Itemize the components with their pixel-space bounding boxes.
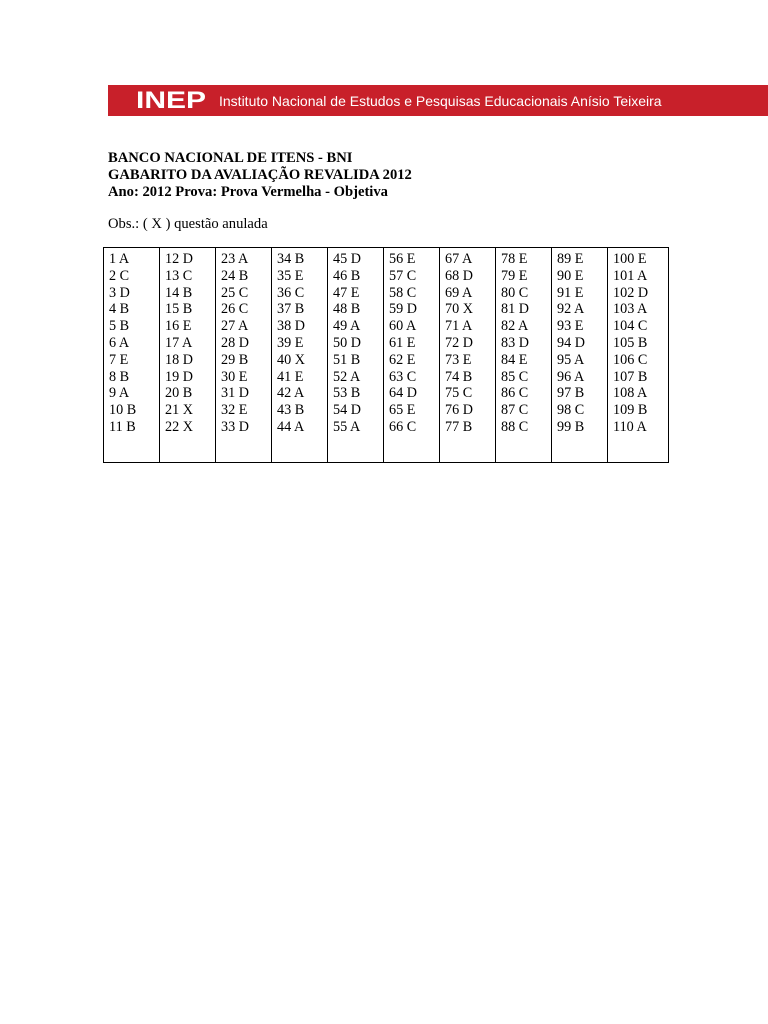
annulled-note: Obs.: ( X ) questão anulada (108, 216, 268, 232)
answer-entry: 1 A (109, 251, 130, 267)
header-line-1: BANCO NACIONAL DE ITENS - BNI (108, 150, 353, 166)
answer-entry: 39 E (277, 334, 304, 351)
answer-entry: 74 B (445, 368, 473, 385)
answer-entry: 75 C (445, 385, 473, 402)
answer-entry: 54 D (333, 402, 361, 419)
answer-entry: 65 E (389, 402, 416, 419)
answer-entry: 53 B (333, 385, 361, 402)
answer-entry: 28 D (221, 334, 249, 351)
answer-column-10 (608, 248, 669, 463)
answer-entry: 49 A (333, 318, 361, 335)
answer-entry: 46 B (333, 267, 361, 284)
answer-entry: 30 E (221, 368, 248, 385)
answer-entry: 104 C (613, 318, 648, 335)
answer-key-row (104, 248, 669, 463)
answer-entry: 52 A (333, 368, 361, 385)
answer-entry: 87 C (501, 402, 529, 419)
answer-entry: 35 E (277, 267, 304, 284)
organization-name: Instituto Nacional de Estudos e Pesquisas Educacionais Anísio Teixeira (219, 92, 662, 109)
answer-entry: 2 C (109, 267, 130, 284)
answer-entry: 34 B (277, 251, 305, 267)
answer-entry: 101 A (613, 267, 648, 284)
answer-entry: 69 A (445, 284, 473, 301)
answer-entry: 25 C (221, 284, 249, 301)
answer-entry: 47 E (333, 284, 360, 301)
answer-entry: 90 E (557, 267, 584, 284)
answer-column-8 (496, 248, 552, 463)
answer-entry: 41 E (277, 368, 304, 385)
answer-entry: 64 D (389, 385, 417, 402)
answer-entry: 5 B (109, 318, 130, 335)
answer-entry: 36 C (277, 284, 305, 301)
answer-entry: 50 D (333, 334, 361, 351)
answer-entry: 56 E (389, 251, 416, 267)
answer-column-5 (328, 248, 384, 463)
answer-entry: 3 D (109, 284, 130, 301)
answer-entry: 31 D (221, 385, 249, 402)
answer-column-6 (384, 248, 440, 463)
answer-entry: 80 C (501, 284, 529, 301)
answer-entry: 32 E (221, 402, 248, 419)
answer-entry: 22 X (165, 418, 193, 435)
answer-entry: 16 E (165, 318, 192, 335)
answer-entry: 29 B (221, 351, 249, 368)
answer-column-1 (104, 248, 160, 463)
answer-entry: 7 E (109, 351, 129, 368)
answer-entry: 61 E (389, 334, 416, 351)
answer-entry: 14 B (165, 284, 193, 301)
answer-entry: 37 B (277, 301, 305, 318)
answer-entry: 99 B (557, 418, 585, 435)
answer-entry: 19 D (165, 368, 193, 385)
answer-entry: 97 B (557, 385, 585, 402)
answer-entry: 85 C (501, 368, 529, 385)
answer-entry: 96 A (557, 368, 585, 385)
header-line-3: Ano: 2012 Prova: Prova Vermelha - Objetiva (108, 184, 388, 200)
answer-entry: 24 B (221, 267, 249, 284)
document-header (108, 150, 412, 201)
answer-entry: 66 C (389, 418, 417, 435)
answer-entry: 20 B (165, 385, 193, 402)
answer-entry: 83 D (501, 334, 529, 351)
answer-entry: 27 A (221, 318, 249, 335)
answer-entry: 106 C (613, 351, 648, 368)
answer-entry: 8 B (109, 368, 130, 385)
answer-entry: 45 D (333, 251, 361, 267)
answer-entry: 109 B (613, 402, 648, 419)
answer-entry: 60 A (389, 318, 417, 335)
answer-entry: 92 A (557, 301, 585, 318)
answer-entry: 108 A (613, 385, 648, 402)
header-line-2: GABARITO DA AVALIAÇÃO REVALIDA 2012 (108, 167, 412, 183)
answer-entry: 13 C (165, 267, 193, 284)
answer-column-4 (272, 248, 328, 463)
answer-entry: 76 D (445, 402, 473, 419)
answer-entry: 78 E (501, 251, 528, 267)
answer-entry: 91 E (557, 284, 584, 301)
answer-entry: 89 E (557, 251, 584, 267)
answer-entry: 10 B (109, 402, 137, 419)
answer-entry: 51 B (333, 351, 361, 368)
answer-entry: 63 C (389, 368, 417, 385)
answer-entry: 81 D (501, 301, 529, 318)
answer-entry: 71 A (445, 318, 473, 335)
answer-column-7 (440, 248, 496, 463)
answer-entry: 38 D (277, 318, 305, 335)
answer-entry: 110 A (613, 418, 647, 435)
answer-entry: 77 B (445, 418, 473, 435)
answer-entry: 79 E (501, 267, 528, 284)
answer-entry: 21 X (165, 402, 193, 419)
answer-entry: 6 A (109, 334, 130, 351)
answer-entry: 62 E (389, 351, 416, 368)
answer-entry: 26 C (221, 301, 249, 318)
answer-entry: 23 A (221, 251, 249, 267)
answer-key-table (103, 247, 669, 463)
answer-entry: 42 A (277, 385, 305, 402)
answer-entry: 84 E (501, 351, 528, 368)
answer-entry: 95 A (557, 351, 585, 368)
answer-entry: 33 D (221, 418, 249, 435)
answer-column-9 (552, 248, 608, 463)
answer-entry: 40 X (277, 351, 305, 368)
answer-entry: 44 A (277, 418, 305, 435)
answer-entry: 9 A (109, 385, 130, 402)
answer-column-3 (216, 248, 272, 463)
inep-banner (108, 85, 768, 116)
answer-entry: 17 A (165, 334, 193, 351)
answer-entry: 82 A (501, 318, 529, 335)
answer-entry: 4 B (109, 301, 130, 318)
answer-entry: 86 C (501, 385, 529, 402)
answer-entry: 11 B (109, 418, 136, 435)
answer-entry: 70 X (445, 301, 473, 318)
answer-entry: 58 C (389, 284, 417, 301)
answer-entry: 93 E (557, 318, 584, 335)
answer-entry: 59 D (389, 301, 417, 318)
answer-column-2 (160, 248, 216, 463)
answer-entry: 102 D (613, 284, 649, 301)
answer-entry: 43 B (277, 402, 305, 419)
answer-entry: 72 D (445, 334, 473, 351)
answer-entry: 73 E (445, 351, 472, 368)
answer-entry: 100 E (613, 251, 647, 267)
answer-entry: 103 A (613, 301, 648, 318)
inep-logo: INEP (136, 86, 207, 114)
answer-entry: 88 C (501, 418, 529, 435)
answer-entry: 12 D (165, 251, 193, 267)
answer-entry: 67 A (445, 251, 473, 267)
answer-entry: 105 B (613, 334, 648, 351)
answer-entry: 15 B (165, 301, 193, 318)
answer-entry: 55 A (333, 418, 361, 435)
answer-entry: 98 C (557, 402, 585, 419)
answer-entry: 18 D (165, 351, 193, 368)
answer-entry: 48 B (333, 301, 361, 318)
answer-entry: 107 B (613, 368, 648, 385)
answer-entry: 68 D (445, 267, 473, 284)
answer-entry: 57 C (389, 267, 417, 284)
answer-entry: 94 D (557, 334, 585, 351)
